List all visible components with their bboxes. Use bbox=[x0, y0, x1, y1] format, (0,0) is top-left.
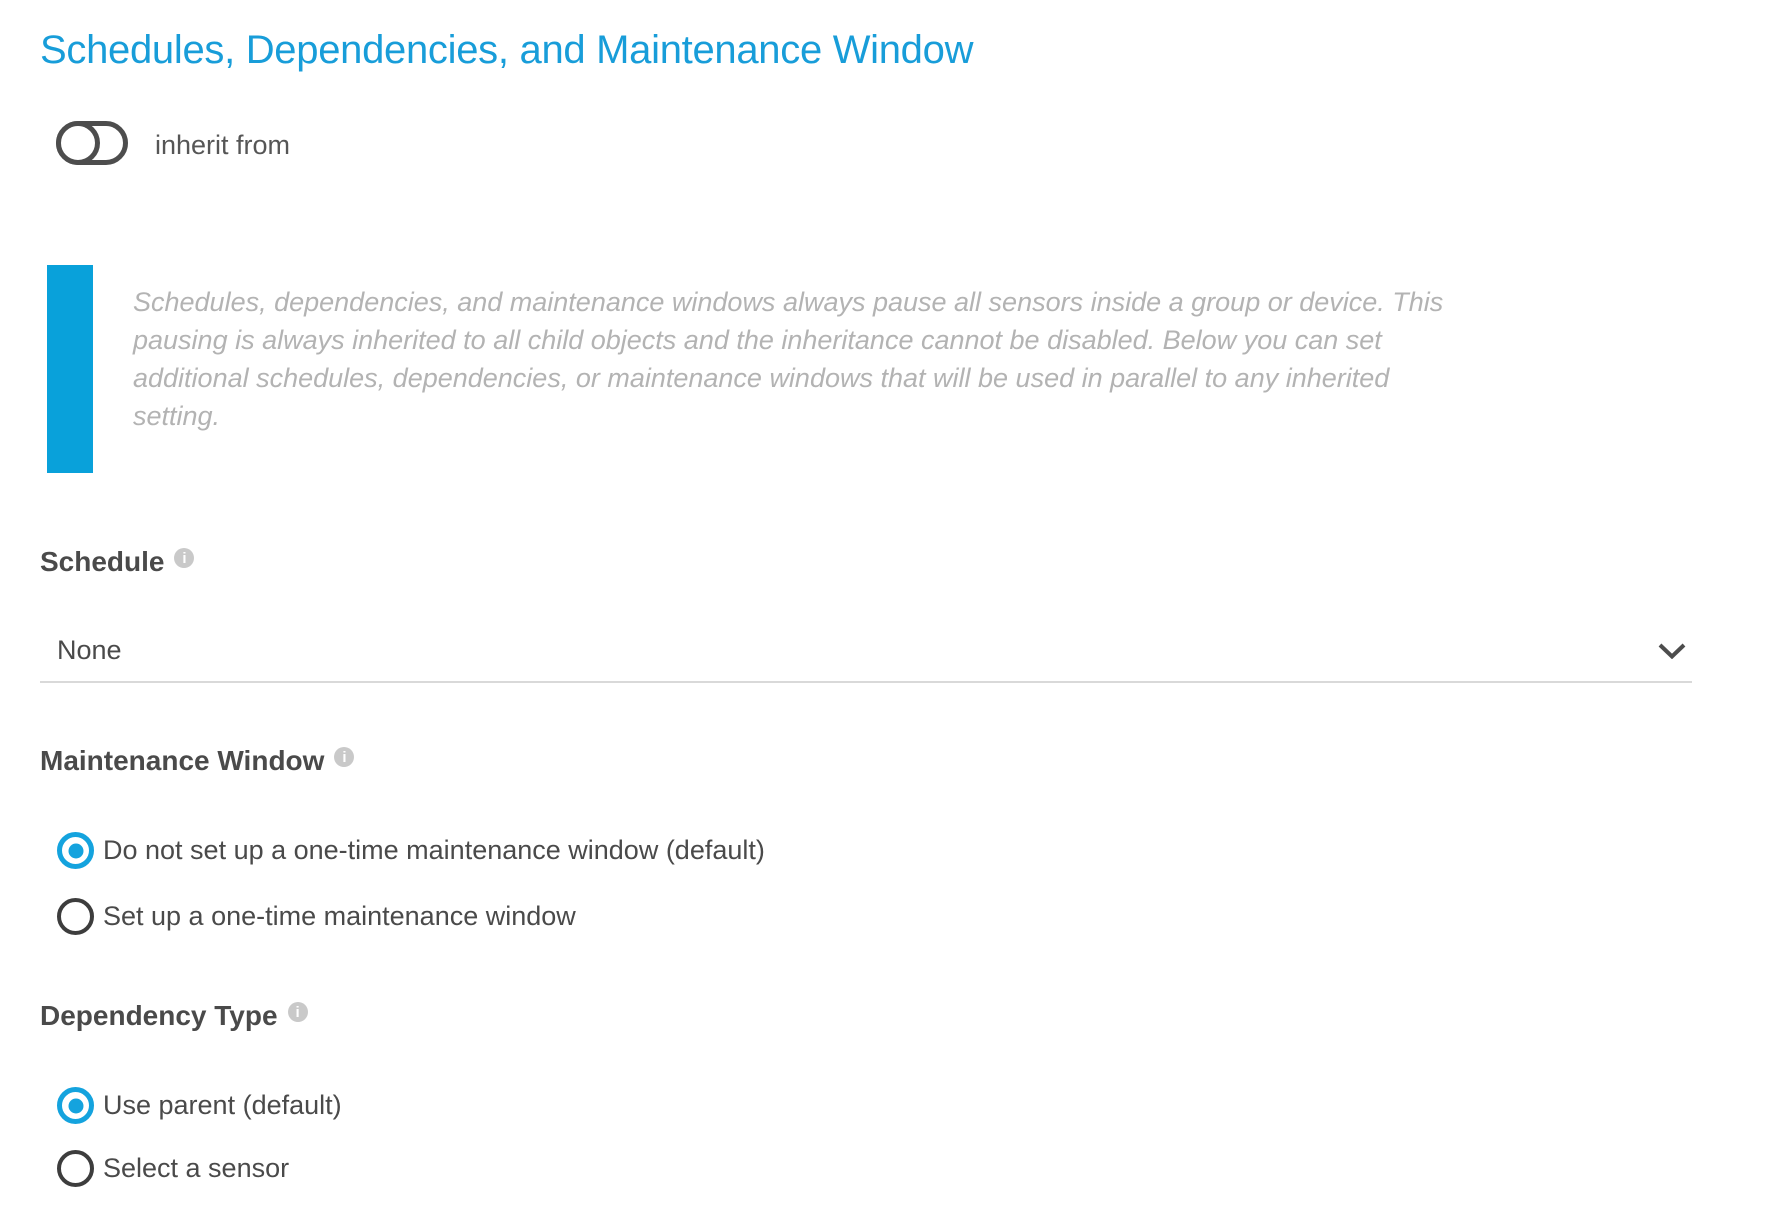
inherit-from-toggle-row[interactable] bbox=[55, 120, 290, 171]
dependency-type-label-text: Dependency Type bbox=[40, 1000, 278, 1031]
info-text-line: additional schedules, dependencies, or maintenance windows that will be used in parallel to any inherited bbox=[133, 363, 1390, 393]
dependency-type-field-label bbox=[40, 999, 308, 1033]
info-text-line: setting. bbox=[133, 401, 221, 431]
maintenance-window-label-text: Maintenance Window bbox=[40, 745, 325, 776]
radio-dot bbox=[68, 1098, 83, 1113]
inherit-from-label: inherit from bbox=[155, 130, 291, 160]
radio-button[interactable] bbox=[57, 898, 94, 935]
radio-option-label: Set up a one-time maintenance window bbox=[103, 901, 576, 931]
info-text-line: pausing is always inherited to all child objects and the inheritance cannot be disabled. Below you can set bbox=[133, 325, 1382, 355]
schedule-label-text: Schedule bbox=[40, 546, 165, 577]
maintenance-window-field-label bbox=[40, 744, 354, 778]
info-icon[interactable]: i bbox=[174, 548, 194, 568]
schedule-select-value: None bbox=[57, 635, 122, 665]
schedule-field-label bbox=[40, 545, 194, 579]
radio-option-use-parent[interactable] bbox=[57, 1087, 342, 1124]
radio-option-no-maintenance-window[interactable] bbox=[57, 832, 765, 869]
schedule-select[interactable] bbox=[40, 626, 1692, 683]
radio-option-label: Use parent (default) bbox=[103, 1090, 342, 1120]
info-text-line: Schedules, dependencies, and maintenance windows always pause all sensors inside a group or device. This bbox=[133, 287, 1444, 317]
page-title: Schedules, Dependencies, and Maintenance Window bbox=[40, 28, 974, 72]
toggle-off-icon[interactable] bbox=[55, 120, 129, 171]
info-icon[interactable]: i bbox=[334, 747, 354, 767]
radio-option-select-sensor[interactable] bbox=[57, 1150, 289, 1187]
radio-button-checked[interactable] bbox=[57, 832, 94, 869]
radio-button[interactable] bbox=[57, 1150, 94, 1187]
radio-option-setup-maintenance-window[interactable] bbox=[57, 898, 576, 935]
chevron-down-icon bbox=[1658, 643, 1686, 659]
info-icon[interactable]: i bbox=[288, 1002, 308, 1022]
radio-option-label: Do not set up a one-time maintenance window (default) bbox=[103, 835, 765, 865]
radio-button-checked[interactable] bbox=[57, 1087, 94, 1124]
info-accent-bar bbox=[47, 265, 93, 473]
info-box-text bbox=[133, 265, 1443, 473]
radio-option-label: Select a sensor bbox=[103, 1153, 290, 1183]
info-box bbox=[47, 265, 1443, 473]
radio-dot bbox=[68, 843, 83, 858]
